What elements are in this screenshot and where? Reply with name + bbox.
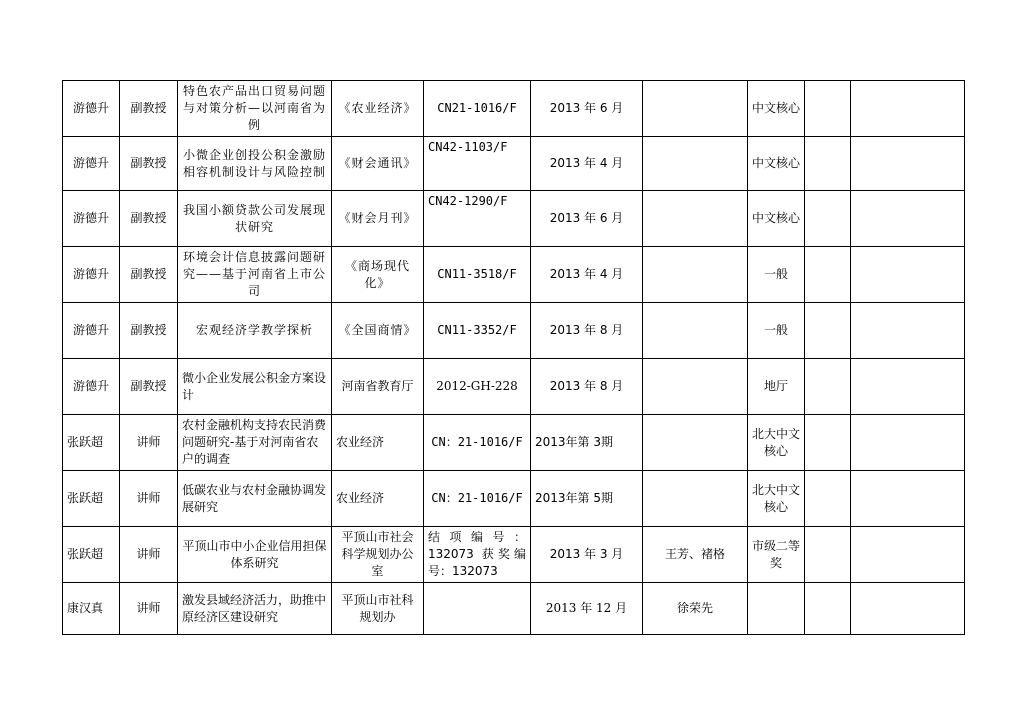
level-cell: 北大中文核心: [748, 471, 805, 527]
level-cell: 一般: [748, 247, 805, 303]
extra-cell: [851, 359, 965, 415]
journal-cell: 平顶山市社会科学规划办公室: [332, 527, 424, 583]
rank-cell: 讲师: [120, 527, 178, 583]
author-cell: 康汉真: [63, 583, 120, 635]
paper-title-cell: 平顶山市中小企业信用担保体系研究: [178, 527, 332, 583]
rank-cell: 副教授: [120, 137, 178, 191]
author-cell: 张跃超: [63, 415, 120, 471]
paper-title-cell: 小微企业创投公积金激励相容机制设计与风险控制: [178, 137, 332, 191]
paper-title-cell: 我国小额贷款公司发展现状研究: [178, 191, 332, 247]
date-cell: 2013 年 12 月: [531, 583, 643, 635]
paper-title-cell: 农村金融机构支持农民消费问题研究-基于对河南省农户的调查: [178, 415, 332, 471]
paper-title-cell: 特色农产品出口贸易问题与对策分析—以河南省为例: [178, 81, 332, 137]
date-cell: 2013 年 6 月: [531, 191, 643, 247]
journal-cell: 《财会通讯》: [332, 137, 424, 191]
level-cell: 中文核心: [748, 81, 805, 137]
table-row: [63, 81, 965, 137]
coauthor-cell: [643, 471, 748, 527]
journal-cell: 《商场现代化》: [332, 247, 424, 303]
date-cell: 2013年第 5期: [531, 471, 643, 527]
extra-cell: [805, 191, 851, 247]
extra-cell: [851, 303, 965, 359]
extra-cell: [805, 471, 851, 527]
issn-cell: [424, 583, 531, 635]
author-cell: 张跃超: [63, 471, 120, 527]
author-cell: 游德升: [63, 137, 120, 191]
paper-title-cell: 宏观经济学教学探析: [178, 303, 332, 359]
table-row: [63, 191, 965, 247]
level-cell: 北大中文核心: [748, 415, 805, 471]
extra-cell: [805, 81, 851, 137]
date-cell: 2013 年 8 月: [531, 359, 643, 415]
extra-cell: [805, 247, 851, 303]
date-cell: 2013 年 3 月: [531, 527, 643, 583]
journal-cell: 农业经济: [332, 415, 424, 471]
journal-cell: 农业经济: [332, 471, 424, 527]
publication-table: [62, 80, 965, 635]
extra-cell: [805, 359, 851, 415]
author-cell: 游德升: [63, 359, 120, 415]
extra-cell: [805, 303, 851, 359]
journal-cell: 《全国商情》: [332, 303, 424, 359]
author-cell: 游德升: [63, 247, 120, 303]
extra-cell: [851, 247, 965, 303]
journal-cell: 《农业经济》: [332, 81, 424, 137]
level-cell: [748, 583, 805, 635]
coauthor-cell: [643, 415, 748, 471]
journal-cell: 河南省教育厅: [332, 359, 424, 415]
level-cell: 一般: [748, 303, 805, 359]
rank-cell: 讲师: [120, 583, 178, 635]
extra-cell: [851, 471, 965, 527]
table-row: [63, 527, 965, 583]
date-cell: 2013 年 4 月: [531, 137, 643, 191]
date-cell: 2013 年 8 月: [531, 303, 643, 359]
rank-cell: 副教授: [120, 359, 178, 415]
journal-cell: 平顶山市社科规划办: [332, 583, 424, 635]
issn-cell: CN11-3518/F: [424, 247, 531, 303]
paper-title-cell: 低碳农业与农村金融协调发展研究: [178, 471, 332, 527]
table-row: [63, 137, 965, 191]
extra-cell: [805, 137, 851, 191]
coauthor-cell: 徐荣先: [643, 583, 748, 635]
issn-cell: 结项编号：132073 获奖编号：132073: [424, 527, 531, 583]
issn-cell: CN42-1290/F: [424, 191, 531, 247]
coauthor-cell: [643, 303, 748, 359]
coauthor-cell: [643, 81, 748, 137]
rank-cell: 副教授: [120, 303, 178, 359]
issn-cell: 2012-GH-228: [424, 359, 531, 415]
date-cell: 2013 年 6 月: [531, 81, 643, 137]
table-row: [63, 471, 965, 527]
author-cell: 游德升: [63, 303, 120, 359]
table-row: [63, 303, 965, 359]
level-cell: 中文核心: [748, 191, 805, 247]
rank-cell: 副教授: [120, 191, 178, 247]
table-row: [63, 247, 965, 303]
rank-cell: 讲师: [120, 471, 178, 527]
author-cell: 张跃超: [63, 527, 120, 583]
extra-cell: [851, 137, 965, 191]
paper-title-cell: 激发县域经济活力，助推中原经济区建设研究: [178, 583, 332, 635]
author-cell: 游德升: [63, 191, 120, 247]
issn-cell: CN11-3352/F: [424, 303, 531, 359]
level-cell: 地厅: [748, 359, 805, 415]
paper-title-cell: 微小企业发展公积金方案设计: [178, 359, 332, 415]
issn-cell: CN42-1103/F: [424, 137, 531, 191]
coauthor-cell: [643, 247, 748, 303]
paper-title-cell: 环境会计信息披露问题研究——基于河南省上市公司: [178, 247, 332, 303]
coauthor-cell: 王芳、褚格: [643, 527, 748, 583]
level-cell: 中文核心: [748, 137, 805, 191]
extra-cell: [851, 583, 965, 635]
coauthor-cell: [643, 137, 748, 191]
issn-cell: CN：21-1016/F: [424, 471, 531, 527]
coauthor-cell: [643, 191, 748, 247]
extra-cell: [851, 81, 965, 137]
journal-cell: 《财会月刊》: [332, 191, 424, 247]
coauthor-cell: [643, 359, 748, 415]
date-cell: 2013 年 4 月: [531, 247, 643, 303]
date-cell: 2013年第 3期: [531, 415, 643, 471]
extra-cell: [805, 583, 851, 635]
table-row: [63, 583, 965, 635]
extra-cell: [805, 527, 851, 583]
rank-cell: 副教授: [120, 81, 178, 137]
rank-cell: 讲师: [120, 415, 178, 471]
extra-cell: [851, 527, 965, 583]
issn-cell: CN：21-1016/F: [424, 415, 531, 471]
issn-cell: CN21-1016/F: [424, 81, 531, 137]
author-cell: 游德升: [63, 81, 120, 137]
extra-cell: [805, 415, 851, 471]
table-row: [63, 359, 965, 415]
level-cell: 市级二等奖: [748, 527, 805, 583]
table-row: [63, 415, 965, 471]
extra-cell: [851, 415, 965, 471]
extra-cell: [851, 191, 965, 247]
rank-cell: 副教授: [120, 247, 178, 303]
